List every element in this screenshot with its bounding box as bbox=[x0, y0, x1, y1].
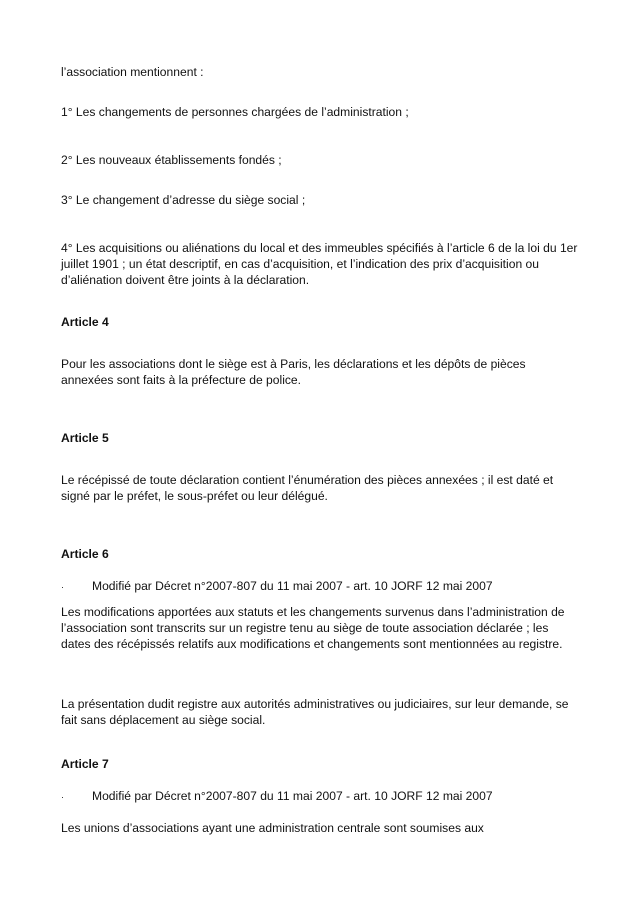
list-item-3: 3° Le changement d’adresse du siège social ; bbox=[61, 193, 306, 207]
article-7-heading: Article 7 bbox=[61, 757, 109, 771]
list-item-1: 1° Les changements de personnes chargées de l’administration ; bbox=[61, 105, 409, 119]
article-6-modified-text: Modifié par Décret n°2007-807 du 11 mai 2007 - art. 10 JORF 12 mai 2007 bbox=[92, 579, 493, 593]
article-5-heading: Article 5 bbox=[61, 431, 109, 445]
article-7-modified-text: Modifié par Décret n°2007-807 du 11 mai 2007 - art. 10 JORF 12 mai 2007 bbox=[92, 789, 493, 803]
list-item-4: 4° Les acquisitions ou aliénations du local et des immeubles spécifiés à l’article 6 de la loi du 1er juillet 1901 ; un état descriptif, en cas d’acquisition, et l’indication des prix d’acquisition ou d’aliénation doivent être joints à la déclaration. bbox=[61, 241, 578, 287]
intro-text: l’association mentionnent : bbox=[61, 65, 204, 79]
article-4-heading: Article 4 bbox=[61, 315, 109, 329]
article-6-paragraph-2: La présentation dudit registre aux autorités administratives ou judiciaires, sur leur demande, se fait sans déplacement au siège social. bbox=[61, 697, 569, 727]
article-5-text: Le récépissé de toute déclaration contient l’énumération des pièces annexées ; il est daté et signé par le préfet, le sous-préfet ou leur délégué. bbox=[61, 473, 554, 503]
article-7-paragraph-1: Les unions d’associations ayant une administration centrale sont soumises aux bbox=[61, 821, 484, 835]
bullet-mark: · bbox=[61, 792, 64, 802]
article-6-modified-note bbox=[61, 578, 581, 595]
article-6-paragraph-1: Les modifications apportées aux statuts et les changements survenus dans l’administration de l’association sont transcrits sur un registre tenu au siège de toute association déclarée ; les dates des récépissés relatifs aux modifications et changements sont mentionnées au registre. bbox=[61, 605, 565, 651]
list-item-2: 2° Les nouveaux établissements fondés ; bbox=[61, 153, 282, 167]
article-6-heading: Article 6 bbox=[61, 547, 109, 561]
article-4-text: Pour les associations dont le siège est à Paris, les déclarations et les dépôts de pièces annexées sont faits à la préfecture de police. bbox=[61, 357, 526, 387]
bullet-mark: · bbox=[61, 582, 64, 592]
article-7-modified-note bbox=[61, 788, 581, 805]
